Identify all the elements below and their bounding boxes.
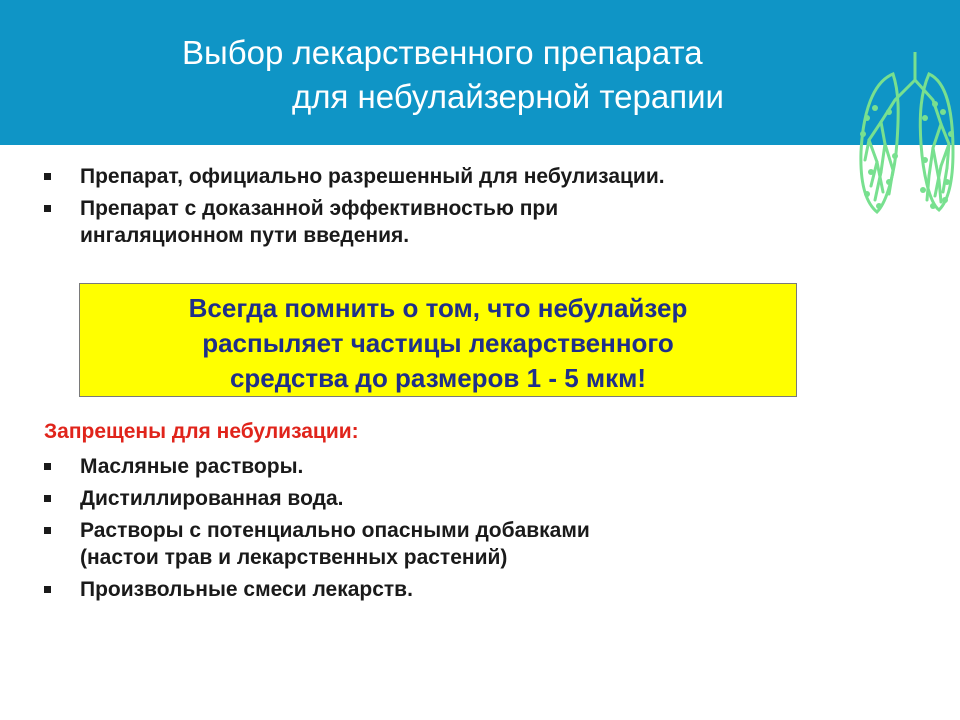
callout-box: [79, 283, 797, 397]
bullet-marker: [44, 205, 51, 212]
bullet-marker: [44, 495, 51, 502]
lungs-icon: [855, 52, 955, 217]
list-item-text: Произвольные смеси лекарств.: [80, 578, 413, 601]
list-item: [40, 195, 820, 249]
list-item: [40, 453, 780, 480]
list-item-text: Дистиллированная вода.: [80, 487, 344, 510]
list-item-text: Масляные растворы.: [80, 455, 304, 478]
bullet-marker: [44, 586, 51, 593]
approved-criteria-list: [40, 163, 820, 254]
list-item-text-continued: ингаляционном пути введения.: [80, 224, 410, 247]
list-item: [40, 485, 780, 512]
title-banner: [0, 0, 960, 145]
list-item-text: Препарат с доказанной эффективностью при: [80, 197, 559, 220]
list-item: [40, 163, 820, 190]
slide-title-line-2: для небулайзерной терапии: [292, 78, 724, 115]
slide-title-line-1: Выбор лекарственного препарата: [182, 34, 703, 71]
forbidden-heading: Запрещены для небулизации:: [44, 420, 359, 443]
callout-line-1: Всегда помнить о том, что небулайзер: [188, 293, 688, 323]
list-item-text-continued: (настои трав и лекарственных растений): [80, 546, 508, 569]
callout-line-3: средства до размеров 1 - 5 мкм!: [229, 363, 647, 393]
list-item: [40, 517, 780, 571]
bullet-marker: [44, 527, 51, 534]
bullet-marker: [44, 173, 51, 180]
forbidden-list: [40, 453, 780, 608]
list-item-text: Растворы с потенциально опасными добавками: [80, 519, 590, 542]
list-item-text: Препарат, официально разрешенный для небулизации.: [80, 165, 665, 188]
list-item: [40, 576, 780, 603]
bullet-marker: [44, 463, 51, 470]
callout-line-2: распыляет частицы лекарственного: [202, 328, 674, 358]
